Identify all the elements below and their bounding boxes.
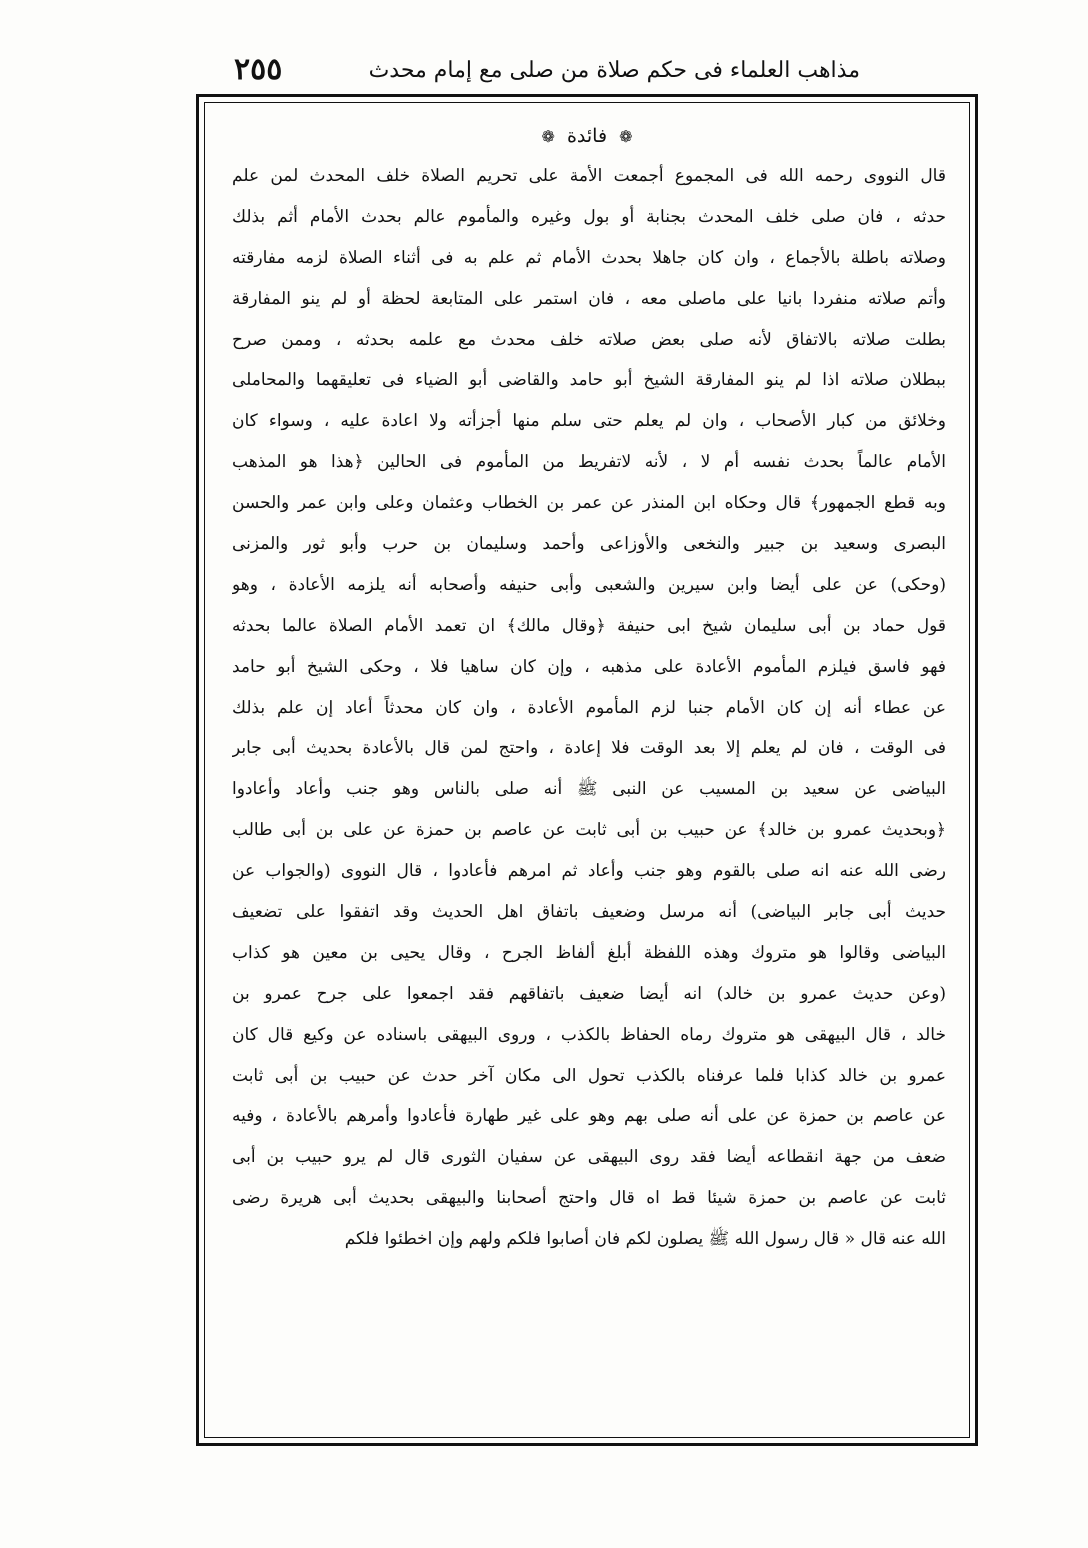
text-line: فى الوقت ، فان لم يعلم إلا بعد الوقت فلا إعادة ، واحتج لمن قال بالأعادة بحديث أبى جابر bbox=[232, 738, 946, 759]
text-line: ثابت عن عاصم بن حمزة شيئا قط اه قال واحتج أصحابنا والبيهقى بحديث أبى هريرة رضى bbox=[232, 1188, 946, 1209]
text-line: (وعن حديث عمرو بن خالد) انه أيضا ضعيف باتفاقهم فقد اجمعوا على جرح عمرو بن bbox=[232, 983, 946, 1004]
text-line: خالد ، قال البيهقى هو متروك رماه الحفاظ بالكذب ، وروى البيهقى باسناده عن وكيع قال كان bbox=[232, 1024, 946, 1045]
text-line: (وحكى) عن على أيضا وابن سيرين والشعبى وأبى حنيفه وأصحابه أنه يلزمه الأعادة ، وهو bbox=[232, 574, 946, 595]
ornament-left-icon: ❁ bbox=[541, 127, 555, 146]
text-line: فهو فاسق فيلزم المأموم الأعادة على مذهبه ، وإن كان ساهيا فلا ، وحكى الشيخ أبو حامد bbox=[232, 656, 946, 677]
text-line: البصرى وسعيد بن جبير والنخعى والأوزاعى وأحمد وسليمان بن حرب وأبو ثور والمزنى bbox=[232, 534, 946, 555]
text-line: عن عاصم بن حمزة عن على أنه صلى بهم وهو على غير طهارة فأعادوا وأمرهم بالأعادة ، وفيه bbox=[232, 1106, 946, 1127]
text-line: ضعف من جهة انقطاعه أيضا فقد روى البيهقى عن سفيان الثورى قال لم يرو حبيب بن أبى bbox=[232, 1147, 946, 1168]
section-heading bbox=[204, 118, 970, 155]
text-line: قال النووى رحمه الله فى المجموع أجمعت الأمة على تحريم الصلاة خلف المحدث لمن علم bbox=[232, 166, 946, 186]
text-line: ببطلان صلاته اذا لم ينو المفارقة الشيخ أبو حامد والقاضى أبو الضياء فى تعليقهما والمحاملى bbox=[232, 370, 946, 391]
text-line: وخلائق من كبار الأصحاب ، وان لم يعلم حتى سلم منها أجزأته ولا اعادة عليه ، وسواء كان bbox=[232, 411, 946, 432]
text-line: بطلت صلاته بالاتفاق لأنه صلى بعض صلاته خلف محدث مع علمه بحدثه ، وممن صرح bbox=[232, 329, 946, 350]
text-line: البياضى وقالوا هو متروك وهذه اللفظة أبلغ ألفاظ الجرح ، وقال يحيى بن معين هو كذاب bbox=[232, 942, 946, 963]
text-line: عن عطاء أنه إن كان الأمام جنبا لزم المأموم الأعادة ، وان كان محدثاً أعاد إن علم بذلك bbox=[232, 697, 946, 718]
text-line: الله عنه قال « قال رسول الله ﷺ يصلون لكم فان أصابوا فلكم ولهم وإن اخطئوا فلكم bbox=[344, 1229, 946, 1250]
text-line: عمرو بن خالد كذابا فلما عرفناه بالكذب تحول الى مكان آخر حدث عن حبيب بن أبى ثابت bbox=[232, 1065, 946, 1086]
text-line: حديث أبى جابر البياضى) أنه مرسل وضعيف باتفاق اهل الحديث وقد اتفقوا على تضعيف bbox=[232, 902, 946, 923]
page-number: ٢٥٥ bbox=[234, 52, 283, 87]
text-line: وبه قطع الجمهور﴾ قال وحكاه ابن المنذر عن عمر بن الخطاب وعثمان وعلى وابن عمر والحسن bbox=[232, 493, 946, 514]
text-line: ﴿وبحديث عمرو بن خالد﴾ عن حبيب بن أبى ثابت عن عاصم بن حمزة عن على بن أبى طالب bbox=[232, 820, 946, 841]
text-line: الأمام عالماً بحدث نفسه أم لا ، لأنه لاتفريط من المأموم فى الحالين ﴿هذا هو المذهب bbox=[232, 452, 946, 473]
text-line: قول حماد بن أبى سليمان شيخ ابى حنيفة ﴿وقال مالك﴾ ان تعمد الأمام الصلاة عالما بحدثه bbox=[232, 615, 946, 636]
text-line: وصلاته باطلة بالأجماع ، وان كان جاهلا بحدث الأمام ثم علم به فى أثناء الصلاة لزمه مفارقته bbox=[232, 247, 946, 268]
body-text bbox=[232, 156, 946, 1260]
section-heading-text: فائدة bbox=[566, 125, 608, 147]
text-line: حدثه ، فان صلى خلف المحدث بجنابة أو بول وغيره والمأموم عالم بحدث الأمام أثم بذلك bbox=[232, 206, 946, 227]
running-head bbox=[210, 48, 860, 96]
text-line: رضى الله عنه انه صلى بالقوم وهو جنب وأعاد ثم امرهم فأعادوا ، قال النووى (والجواب عن bbox=[232, 861, 946, 882]
ornament-right-icon: ❁ bbox=[619, 127, 633, 146]
running-title: مذاهب العلماء فى حكم صلاة من صلى مع إمام محدث bbox=[368, 58, 860, 83]
text-line: البياضى عن سعيد بن المسيب عن النبى ﷺ أنه صلى بالناس وهو جنب وأعاد وأعادوا bbox=[232, 779, 946, 800]
text-line: وأتم صلاته منفردا بانيا على ماصلى معه ، فان استمر على المتابعة لحظة أو لم ينو المفارقة bbox=[232, 288, 946, 309]
